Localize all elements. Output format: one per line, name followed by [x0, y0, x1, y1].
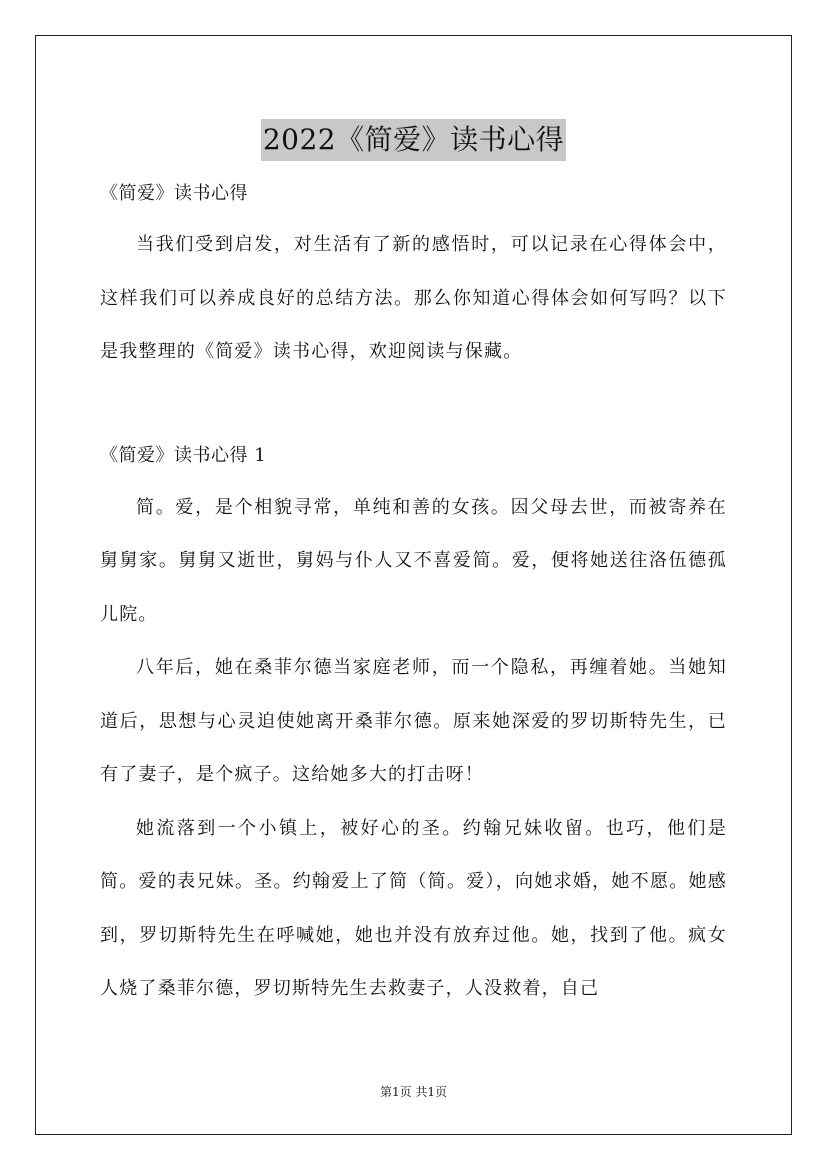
section-heading: 《简爱》读书心得 1: [100, 444, 267, 466]
body-paragraph: 简。爱，是个相貌寻常，单纯和善的女孩。因父母去世，而被寄养在舅舅家。舅舅又逝世，舅妈与仆人又不喜爱简。爱，便将她送往洛伍德孤儿院。: [100, 496, 727, 625]
title-container: [0, 100, 827, 180]
page-footer: 第1页 共1页: [379, 1085, 448, 1099]
body-paragraph: 她流落到一个小镇上，被好心的圣。约翰兄妹收留。也巧，他们是简。爱的表兄妹。圣。约翰爱上了简（简。爱），向她求婚，她不愿。她感到，罗切斯特先生在呼喊她，她也并没有放弃过他。她，找到了他。疯女人烧了桑菲尔德，罗切斯特先生去救妻子，人没救着，自己: [100, 817, 727, 999]
document-body: [100, 170, 727, 1016]
document-title: 2022《简爱》读书心得: [261, 119, 566, 161]
document-subheading: 《简爱》读书心得: [100, 183, 248, 204]
body-paragraph: 八年后，她在桑菲尔德当家庭老师，而一个隐私，再缠着她。当她知道后，思想与心灵迫使她离开桑菲尔德。原来她深爱的罗切斯特先生，已有了妻子，是个疯子。这给她多大的打击呀！: [100, 657, 727, 785]
intro-paragraph: 当我们受到启发，对生活有了新的感悟时，可以记录在心得体会中，这样我们可以养成良好的总结方法。那么你知道心得体会如何写吗？以下是我整理的《简爱》读书心得，欢迎阅读与保藏。: [100, 234, 727, 362]
